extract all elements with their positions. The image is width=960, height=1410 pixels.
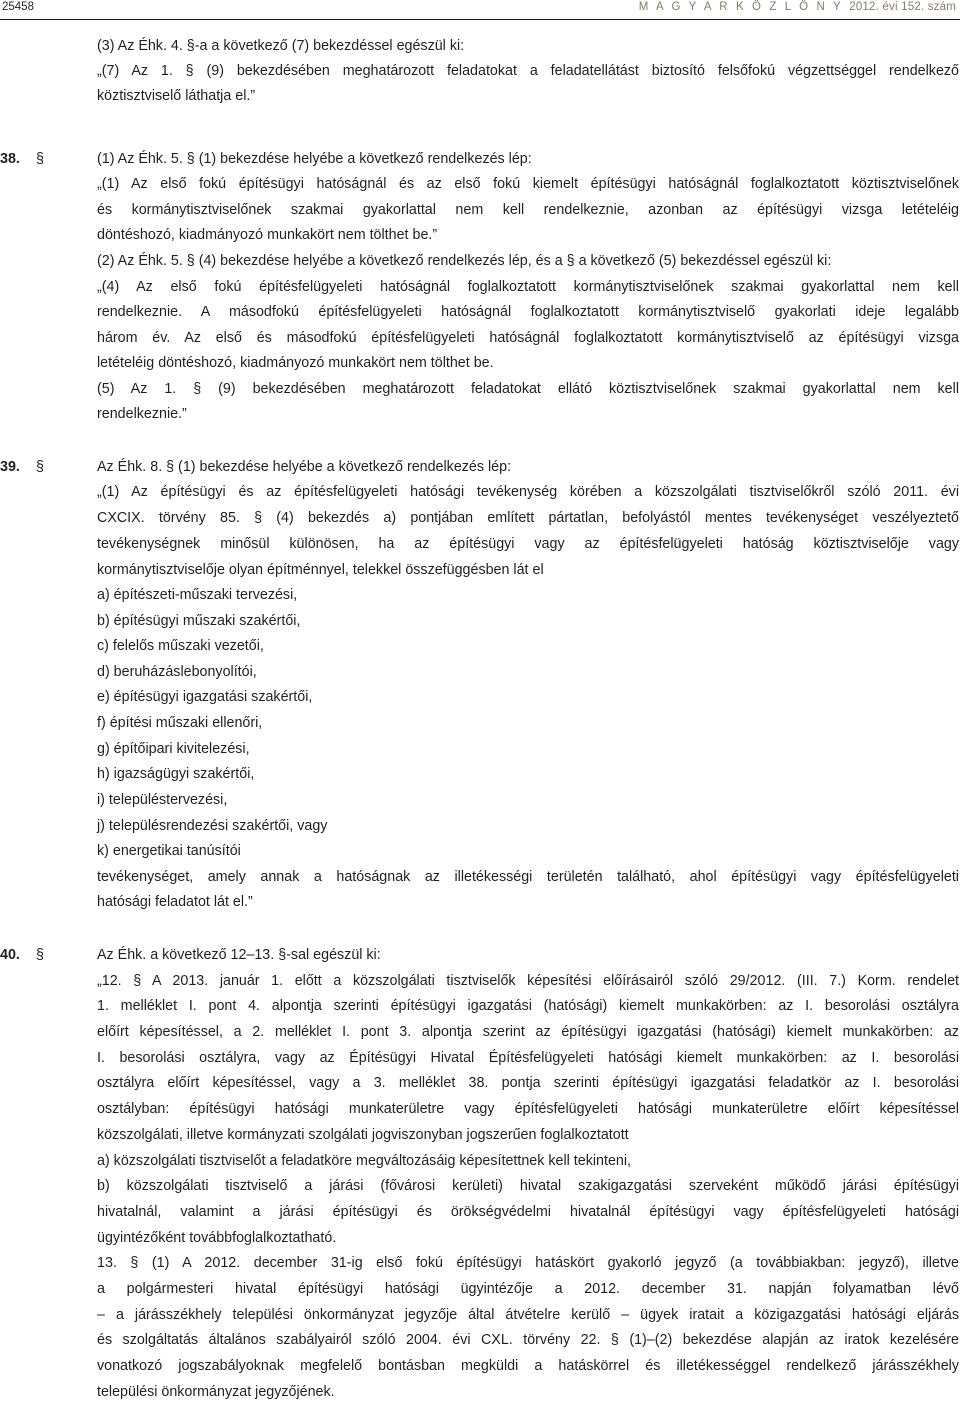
text-line: döntéshozó, kiadmányozó munkakört nem tölthet be.” <box>97 227 438 243</box>
text-line: „12. § A 2013. január 1. előtt a közszolgálati tisztviselők képesítési előírásairól szóló 29/2012. (III. 7.) Korm. rendelet <box>97 973 959 989</box>
text-line: Az Éhk. a következő 12–13. §-sal egészül ki: <box>97 947 381 963</box>
text-line: „(7) Az 1. § (9) bekezdésében meghatározott feladatokat a feladatellátást biztosító felsőfokú végzettséggel rendelkező <box>97 63 959 79</box>
text-line: b) közszolgálati tisztviselő a járási (fővárosi kerületi) hivatal szakigazgatási szerveként működő járási építésügyi <box>97 1178 959 1194</box>
text-line: vonatkozó jogszabályoknak megfelelő bontásban megküldi a hatáskörrel és illetékességgel rendelkező járásszékhely <box>97 1358 959 1374</box>
text-line: előírt képesítéssel, a 2. melléklet I. pont 3. alpontja szerint az építésügyi igazgatási (hatósági) kiemelt munkakörben: az <box>97 1024 959 1040</box>
text-line: c) felelős műszaki vezetői, <box>97 638 264 654</box>
text-line: a polgármesteri hivatal építésügyi hatósági ügyintézője a 2012. december 31. napján folyamatban lévő <box>97 1281 959 1297</box>
text-line: i) településtervezési, <box>97 792 228 808</box>
text-line: tevékenységet, amely annak a hatóságnak az illetékességi területén található, ahol építésügyi vagy építésfelügyeleti <box>97 869 959 885</box>
text-line: b) építésügyi műszaki szakértői, <box>97 613 301 629</box>
text-line: és szolgáltatás általános szabályairól szóló 2004. évi CXL. törvény 22. § (1)–(2) bekezdése alapján az iratok kezelésére <box>97 1332 959 1348</box>
text-line: tevékenységnek minősül különösen, ha az építésügyi vagy az építésfelügyeleti hatóság köztisztviselője vagy <box>97 536 959 552</box>
text-line: „(1) Az építésügyi és az építésfelügyeleti hatósági tevékenység körében a közszolgálati tisztviselőkről szóló 2011. évi <box>97 484 959 500</box>
section-sign: § <box>36 459 44 475</box>
text-line: ügyintézőként továbbfoglalkoztatható. <box>97 1230 337 1246</box>
section-number: 40. <box>0 947 20 963</box>
issue-label: 2012. évi 152. szám <box>849 1 956 13</box>
text-line: d) beruházáslebonyolítói, <box>97 664 257 680</box>
text-line: hivatalnál, valamint a járási építésügyi és örökségvédelmi hivatalnál építésügyi vagy építésfelügyeleti hatósági <box>97 1204 959 1220</box>
text-line: (2) Az Éhk. 5. § (4) bekezdése helyébe a következő rendelkezés lép, és a § a következő (5) bekezdéssel egészül ki: <box>97 253 832 269</box>
section-number: 38. <box>0 151 20 167</box>
text-line: kormánytisztviselője olyan építménnyel, telekkel összefüggésben lát el <box>97 562 544 578</box>
text-line: osztályra előírt képesítéssel, vagy a 3. melléklet 38. pontja szerinti építésügyi igazgatási feladatkör az I. besorolási <box>97 1075 959 1091</box>
text-line: osztályban: építésügyi hatósági munkaterületre vagy építésfelügyeleti hatósági munkaterületre előírt képesítéssel <box>97 1101 959 1117</box>
header-divider <box>0 19 960 20</box>
section-sign: § <box>36 947 44 963</box>
text-line: (3) Az Éhk. 4. §-a a következő (7) bekezdéssel egészül ki: <box>97 38 465 54</box>
text-line: Az Éhk. 8. § (1) bekezdése helyébe a következő rendelkezés lép: <box>97 459 512 475</box>
text-line: a) építészeti-műszaki tervezési, <box>97 587 298 603</box>
text-line: rendelkeznie.” <box>97 406 187 422</box>
text-line: e) építésügyi igazgatási szakértői, <box>97 689 313 705</box>
text-line: 13. § (1) A 2012. december 31-ig első fokú építésügyi hatáskört gyakorló jegyző (a továbbiakban: jegyző), illetve <box>97 1255 959 1271</box>
text-line: h) igazságügyi szakértői, <box>97 766 255 782</box>
text-line: rendelkeznie. A másodfokú építésfelügyeleti hatóságnál foglalkoztatott kormánytisztviselő gyakorlati ideje legalább <box>97 304 959 320</box>
text-line: „(4) Az első fokú építésfelügyeleti hatóságnál foglalkoztatott kormánytisztviselőnek szakmai gyakorlattal nem kell <box>97 279 959 295</box>
journal-title <box>639 0 956 14</box>
text-line: 1. melléklet I. pont 4. alpontja szerinti építésügyi igazgatási (hatósági) kiemelt munkakörben: az I. besorolási osztályra <box>97 998 959 1014</box>
text-line: a) közszolgálati tisztviselőt a feladatköre megváltozásáig képesítettnek kell tekinteni, <box>97 1153 632 1169</box>
text-line: három év. Az első és másodfokú építésfelügyeleti hatóságnál foglalkoztatott kormánytisztviselő az építésügyi vizsga <box>97 330 959 346</box>
text-line: letételéig döntéshozó, kiadmányozó munkakört nem tölthet be. <box>97 355 494 371</box>
text-line: k) energetikai tanúsítói <box>97 843 241 859</box>
text-line: f) építési műszaki ellenőri, <box>97 715 263 731</box>
page-header <box>0 0 960 14</box>
text-line: – a járásszékhely települési önkormányzat jegyzője által átvételre kerülő – ügyek iratait a közigazgatási hatósági eljárás <box>97 1307 959 1323</box>
text-line: CXCIX. törvény 85. § (4) bekezdés a) pontjában említett pártatlan, befolyástól mentes tevékenységet veszélyeztető <box>97 510 959 526</box>
section-sign: § <box>36 151 44 167</box>
text-line: I. besorolási osztályra, vagy az Építésügyi Hivatal Építésfelügyeleti hatósági kiemelt munkakörben: az I. besorolási <box>97 1050 959 1066</box>
text-line: köztisztviselő láthatja el.” <box>97 88 256 104</box>
page-number: 25458 <box>2 1 34 13</box>
text-line: (1) Az Éhk. 5. § (1) bekezdése helyébe a következő rendelkezés lép: <box>97 151 532 167</box>
text-line: „(1) Az első fokú építésügyi hatóságnál és az első fokú kiemelt építésügyi hatóságnál foglalkoztatott köztisztviselőnek <box>97 176 959 192</box>
section-number: 39. <box>0 459 20 475</box>
text-line: (5) Az 1. § (9) bekezdésében meghatározott feladatokat ellátó köztisztviselőnek szakmai gyakorlattal nem kell <box>97 381 959 397</box>
text-line: települési önkormányzat jegyzőjének. <box>97 1384 335 1400</box>
text-line: és kormánytisztviselőnek szakmai gyakorlattal nem kell rendelkeznie, azonban az építésügyi vizsga letételéig <box>97 202 959 218</box>
text-line: közszolgálati, illetve kormányzati szolgálati jogviszonyban jogszerűen foglalkoztatott <box>97 1127 629 1143</box>
text-line: j) településrendezési szakértői, vagy <box>97 818 328 834</box>
text-line: hatósági feladatot lát el.” <box>97 894 253 910</box>
journal-name: M A G Y A R K Ö Z L Ö N Y <box>638 1 844 13</box>
text-line: g) építőipari kivitelezési, <box>97 741 250 757</box>
